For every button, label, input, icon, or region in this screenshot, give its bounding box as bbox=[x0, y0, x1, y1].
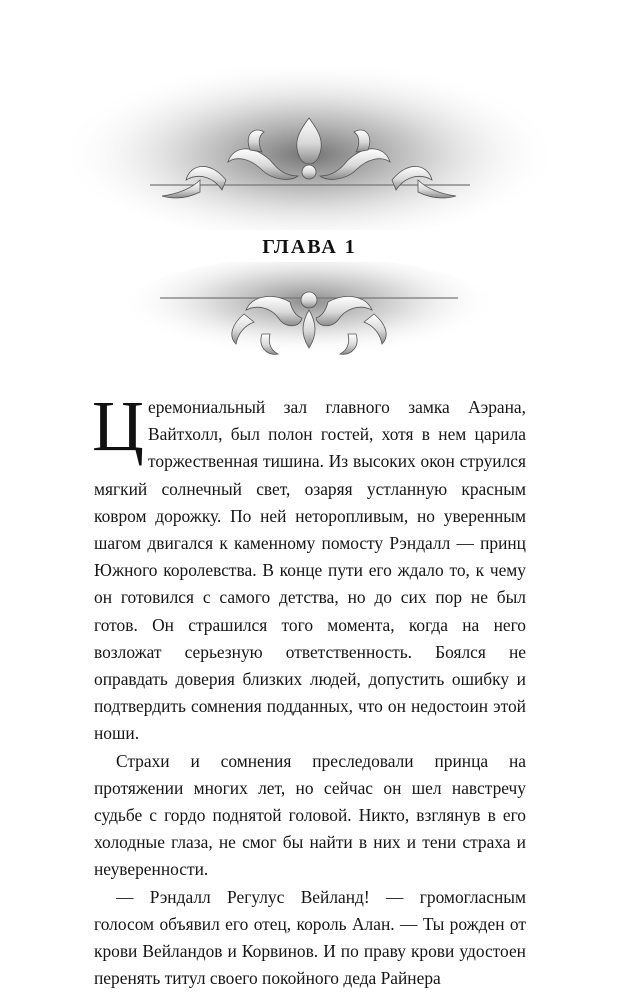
paragraph bbox=[92, 386, 526, 748]
paragraph-text: еремониальный зал главного замка Аэрана, Вайтхолл, был полон гостей, хотя в нем царила торжественная тишина. Из высоких окон струился мягкий солнечный свет, озаряя устланную красным ковром дорожку. По ней неторопливым, но уверенным шагом двигался к каменному помосту Рэндалл — принц Южного королевства. В конце пути его ждало то, к чему он готовился с самого детства, но до сих пор не был готов. Он страшился того момента, когда на него возложат серьезную ответственность. Боялся не оправдать доверия близких людей, допустить ошибку и подтвердить сомнения подданных, что он недостоин этой ноши. bbox=[94, 397, 526, 744]
ornament-top-icon bbox=[0, 30, 619, 230]
paragraph: — Рэндалл Регулус Вейланд! — громогласным голосом объявил его отец, король Алан. — Ты рожден от крови Вейландов и Корвинов. И по праву крови удостоен перенять титул своего покойного деда Райнера bbox=[94, 886, 526, 989]
paragraph: Страхи и сомнения преследовали принца на протяжении многих лет, но сейчас он шел навстречу судьбе с гордо поднятой головой. Никто, взглянув в его холодные глаза, не смог бы найти в них и тени страха и неуверенности. bbox=[94, 750, 526, 880]
drop-cap: Ц bbox=[92, 386, 144, 466]
ornament-bottom-icon bbox=[0, 262, 619, 372]
chapter-title: ГЛАВА 1 bbox=[262, 236, 357, 258]
chapter-text bbox=[92, 386, 526, 992]
